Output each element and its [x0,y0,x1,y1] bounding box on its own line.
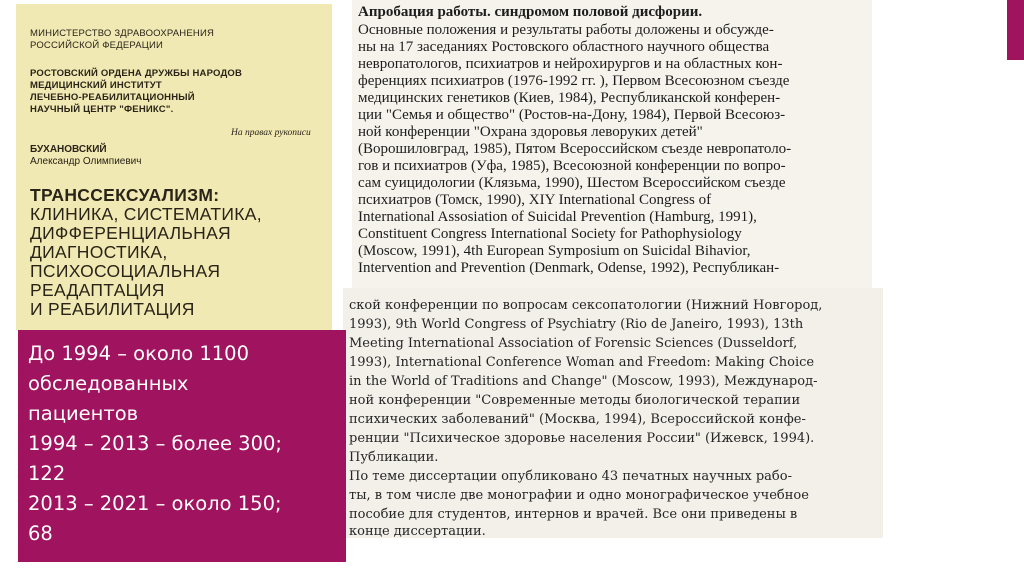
scan-line: Основные положения и результаты работы доложены и обсужде- [358,22,774,38]
cover-title-line: ДИАГНОСТИКА, [30,242,168,262]
scan-line: психиатров (Томск, 1990), XIY International Congress of [358,192,712,208]
stats-line: пациентов [28,402,139,425]
scan-line: in the World of Traditions and Change" (Moscow, 1993), Международ- [349,374,818,389]
cover-organization-line: ЛЕЧЕБНО-РЕАБИЛИТАЦИОННЫЙ [30,92,195,103]
cover-title-line: И РЕАБИЛИТАЦИЯ [30,299,195,319]
scan-line: ты, в том числе две монографии и одно монографическое учебное [349,488,809,503]
cover-organization-line: РОСТОВСКИЙ ОРДЕНА ДРУЖБЫ НАРОДОВ [30,68,243,79]
stats-line: 122 [28,462,66,485]
scan-line: По теме диссертации опубликовано 43 печатных научных рабо- [349,469,792,484]
cover-organization-line: МЕДИЦИНСКИЙ ИНСТИТУТ [30,80,162,91]
scan-line: конце диссертации. [349,524,486,538]
cover-author [30,144,141,168]
scan-line: Intervention and Prevention (Denmark, Odense, 1992), Республикан- [358,260,780,276]
scan-line: 1993), 9th World Congress of Psychiatry (Rio de Janeiro, 1993), 13th [349,317,804,332]
dissertation-scan-publications [343,288,883,538]
accent-bar [1007,0,1024,60]
stats-line: 68 [28,522,53,545]
scan-line: пособие для студентов, интернов и врачей. Все они приведены в [349,507,798,522]
scan-line: ны на 17 заседаниях Ростовского областного научного общества [358,39,770,55]
cover-title-line: ТРАНССЕКСУАЛИЗМ: [30,185,220,205]
scan-line: (Ворошиловград, 1985), Пятом Всероссийском съезде невропатоло- [358,141,792,157]
cover-title-line: ПСИХОСОЦИАЛЬНАЯ [30,261,221,281]
cover-title-line: РЕАДАПТАЦИЯ [30,280,165,300]
scan-line: гов и психиатров (Уфа, 1985), Всесоюзной конференции по вопро- [358,158,786,174]
scan-line: Публикации. [349,450,439,465]
cover-title-line: КЛИНИКА, СИСТЕМАТИКА, [30,204,262,224]
cover-organization [30,68,242,116]
cover-title-line: ДИФФЕРЕНЦИАЛЬНАЯ [30,223,231,243]
scan-line: невропатологов, психиатров и нейрохирургов и на областных кон- [358,56,783,72]
scan-line: ции "Семья и общество" (Ростов-на-Дону, 1984), Первой Всесоюз- [358,107,786,123]
patient-statistics-box [18,330,346,562]
cover-rights: На правах рукописи [231,128,311,138]
cover-ministry-line: МИНИСТЕРСТВО ЗДРАВООХРАНЕНИЯ [30,28,215,39]
scan-line: ной конференции "Современные методы биологической терапии [349,393,801,408]
book-cover [16,4,332,330]
scan-line: ференциях психиатров (1976-1992 гг. ), Первом Всесоюзном съезде [358,73,790,89]
scan-line: (Moscow, 1991), 4th European Symposium on Suicidal Bihavior, [358,243,751,259]
scan-line: Meeting International Association of Forensic Sciences (Dusseldorf, [349,336,798,351]
cover-ministry-line: РОССИЙСКОЙ ФЕДЕРАЦИИ [30,40,164,51]
stats-line: До 1994 – около 1100 [28,342,249,365]
stats-line: обследованных [28,372,189,395]
scan-line: 1993), International Conference Woman and Freedom: Making Choice [349,355,815,370]
author-surname: БУХАНОВСКИЙ [30,144,107,155]
dissertation-scan-approbation [352,0,872,295]
scan-line: ной конференции "Охрана здоровья леворуких детей" [358,124,703,140]
scan-line: Constituent Congress International Society for Pathophysiology [358,226,742,242]
author-name: Александр Олимпиевич [30,156,142,167]
scan-line: медицинских генетиков (Киев, 1984), Республиканской конферен- [358,90,781,106]
scan-line: сам суицидологии (Клязьма, 1990), Шестом Всероссийском съезде [358,175,786,191]
scan-line: International Assosiation of Suicidal Prevention (Hamburg, 1991), [358,209,757,225]
scan-line: ской конференции по вопросам сексопатологии (Нижний Новгород, [349,298,823,313]
scan-line: психических заболеваний" (Москва, 1994), Всероссийской конфе- [349,412,806,427]
stats-line: 2013 – 2021 – около 150; [28,492,282,515]
scan-line: Апробация работы. синдромом половой дисфории. [358,4,703,20]
scan-line: ренции "Психическое здоровье населения России" (Ижевск, 1994). [349,431,815,446]
cover-ministry [30,28,214,52]
cover-organization-line: НАУЧНЫЙ ЦЕНТР "ФЕНИКС". [30,104,174,115]
stats-line: 1994 – 2013 – более 300; [28,432,282,455]
cover-title [30,186,262,319]
